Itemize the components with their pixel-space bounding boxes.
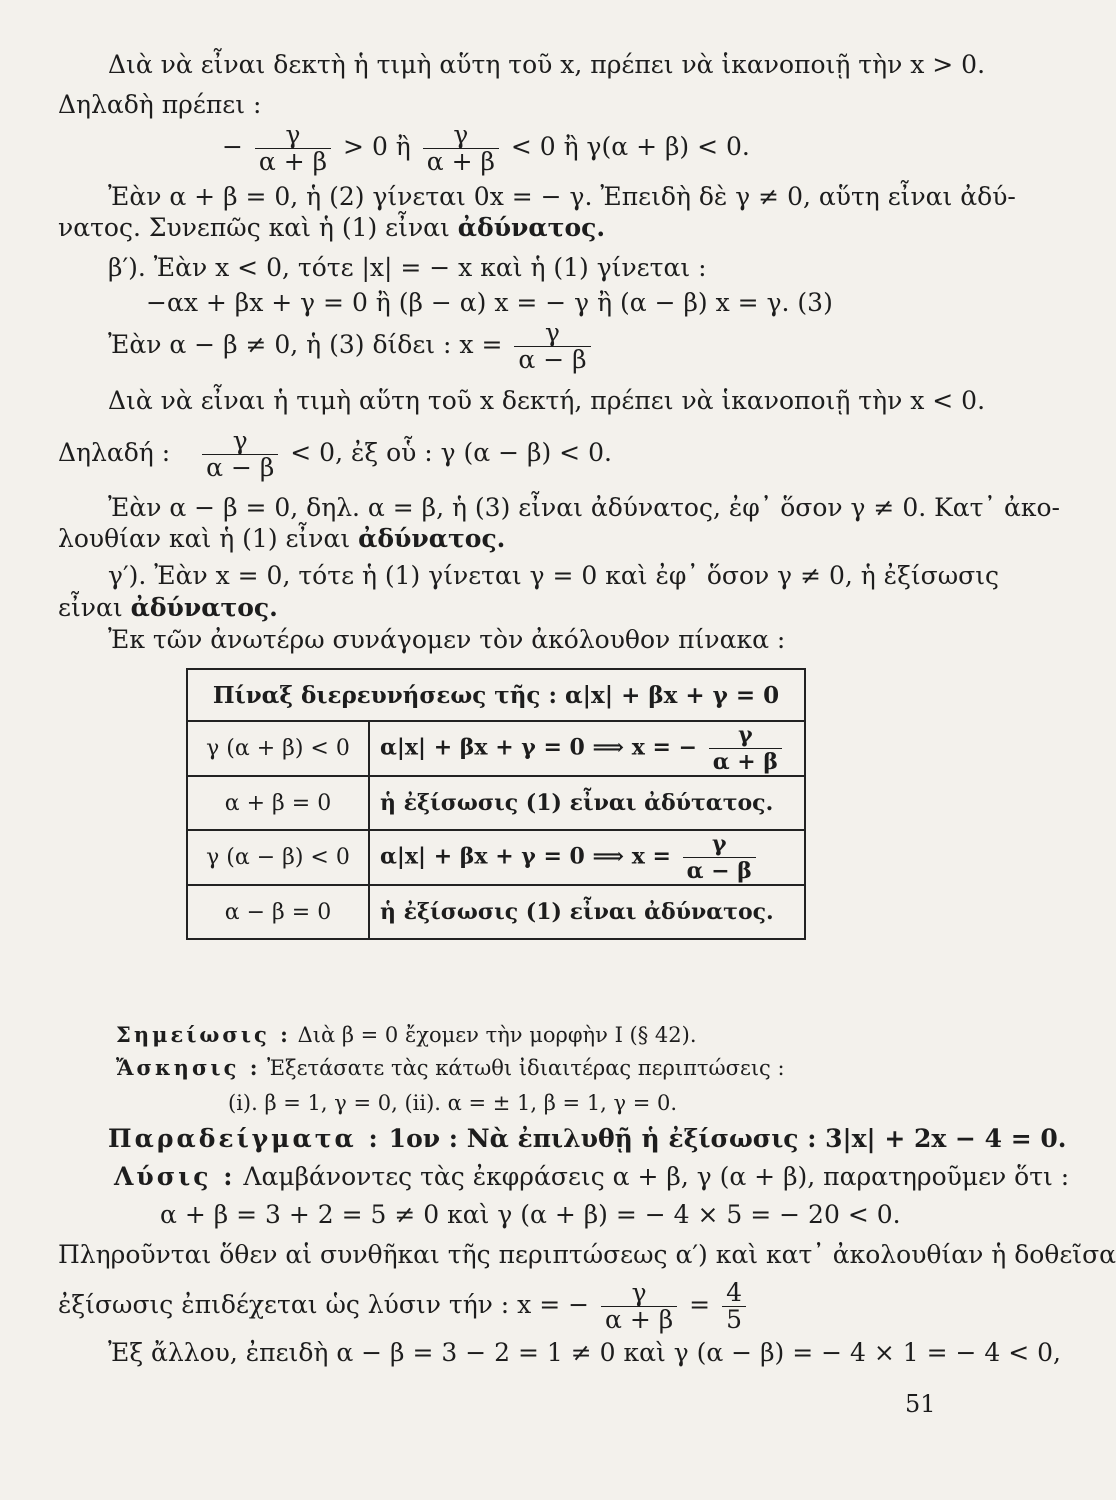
fraction bbox=[722, 1280, 746, 1333]
fraction bbox=[683, 831, 756, 884]
text-line: Ἐξ ἄλλου, ἐπειδὴ α − β = 3 − 2 = 1 ≠ 0 καὶ γ (α − β) = − 4 × 1 = − 4 < 0, bbox=[108, 1338, 1061, 1367]
text-line: γ′). Ἐὰν x = 0, τότε ἡ (1) γίνεται γ = 0 καὶ ἐφ᾽ ὅσον γ ≠ 0, ἡ ἐξίσωσις bbox=[108, 561, 999, 590]
solution-result bbox=[58, 1280, 750, 1333]
text-line: β′). Ἐὰν x < 0, τότε |x| = − x καὶ ἡ (1) γίνεται : bbox=[108, 253, 707, 282]
page-number: 51 bbox=[905, 1390, 936, 1418]
note-label: Σημείωσις : bbox=[116, 1022, 291, 1047]
fraction-denominator: α − β bbox=[518, 345, 587, 374]
table-row bbox=[187, 721, 805, 776]
fraction-numerator: γ bbox=[601, 1280, 677, 1307]
fraction bbox=[601, 1280, 677, 1333]
fraction-denominator: α + β bbox=[605, 1305, 674, 1334]
investigation-table bbox=[186, 668, 806, 940]
text-fragment: = bbox=[689, 1290, 711, 1319]
table-result: ἡ ἐξίσωσις (1) εἶναι ἀδύτατος. bbox=[369, 776, 805, 830]
table-result bbox=[369, 721, 805, 776]
table-row bbox=[187, 776, 805, 830]
text-fragment: Ἐὰν α − β ≠ 0, ἡ (3) δίδει : x = bbox=[108, 330, 503, 359]
text-line bbox=[58, 213, 605, 243]
solution-label: Λύσις : bbox=[114, 1162, 236, 1191]
text-fragment: εἶναι bbox=[58, 593, 123, 622]
table-condition: α + β = 0 bbox=[187, 776, 369, 830]
text-fragment: α|x| + βx + γ = 0 ⟹ x = − bbox=[380, 734, 698, 761]
text-line: Διὰ νὰ εἶναι ἡ τιμὴ αὕτη τοῦ x δεκτή, πρέπει νὰ ἱκανοποιῇ τὴν x < 0. bbox=[108, 386, 986, 415]
solution-text: Λαμβάνοντες τὰς ἐκφράσεις α + β, γ (α + β), παρατηροῦμεν ὅτι : bbox=[243, 1162, 1070, 1191]
table-result: ἡ ἐξίσωσις (1) εἶναι ἀδύνατος. bbox=[369, 885, 805, 939]
example-text: 1ον : Νὰ ἐπιλυθῇ ἡ ἐξίσωσις : 3|x| + 2x − 4 = 0. bbox=[388, 1124, 1067, 1153]
solution-line bbox=[114, 1162, 1069, 1192]
fraction-numerator: γ bbox=[423, 122, 499, 149]
text-fragment: < 0, ἐξ οὗ : γ (α − β) < 0. bbox=[290, 438, 612, 467]
table-header-row bbox=[187, 669, 805, 721]
fraction-numerator: γ bbox=[709, 722, 782, 749]
exercise-text: Ἐξετάσατε τὰς κάτωθι ἰδιαιτέρας περιπτώσεις : bbox=[267, 1056, 785, 1080]
example-label: Παραδείγματα : bbox=[108, 1124, 381, 1153]
fraction bbox=[709, 722, 782, 775]
table-condition: γ (α + β) < 0 bbox=[187, 721, 369, 776]
note-text: Διὰ β = 0 ἔχομεν τὴν μορφὴν I (§ 42). bbox=[297, 1023, 697, 1047]
text-line bbox=[58, 593, 278, 623]
text-line bbox=[108, 320, 595, 373]
table-result bbox=[369, 830, 805, 885]
fraction bbox=[423, 122, 499, 175]
text-fragment: < 0 ἢ γ(α + β) < 0. bbox=[510, 132, 750, 161]
text-fragment: λουθίαν καὶ ἡ (1) εἶναι bbox=[58, 524, 351, 553]
text-line: Ἐὰν α − β = 0, δηλ. α = β, ἡ (3) εἶναι ἀδύνατος, ἐφ᾽ ὅσον γ ≠ 0. Κατ᾽ ἀκο- bbox=[108, 493, 1060, 522]
text-line bbox=[58, 524, 505, 554]
fraction-denominator: α + β bbox=[258, 147, 328, 176]
table-title: Πίναξ διερευνήσεως τῆς : α|x| + βx + γ = 0 bbox=[187, 669, 805, 721]
text-fragment: νατος. Συνεπῶς καὶ ἡ (1) εἶναι bbox=[58, 213, 450, 242]
fraction bbox=[202, 428, 278, 481]
text-fragment: Δηλαδή : bbox=[58, 438, 171, 467]
fraction-denominator: α − β bbox=[686, 858, 752, 884]
fraction-numerator: γ bbox=[514, 320, 590, 347]
fraction-numerator: 4 bbox=[722, 1280, 746, 1307]
text-fragment: − bbox=[222, 132, 243, 161]
table-row bbox=[187, 885, 805, 939]
text-line: Πληροῦνται ὅθεν αἱ συνθῆκαι τῆς περιπτώσεως α′) καὶ κατ᾽ ἀκολουθίαν ἡ δοθεῖσα bbox=[58, 1240, 1116, 1269]
fraction-denominator: α + β bbox=[426, 147, 495, 176]
table-row bbox=[187, 830, 805, 885]
text-fragment: > 0 ἢ bbox=[343, 132, 411, 161]
fraction bbox=[255, 122, 331, 175]
fraction-numerator: γ bbox=[683, 831, 756, 858]
exercise-line bbox=[116, 1053, 785, 1083]
exercise-label: Ἄσκησις : bbox=[116, 1055, 261, 1080]
inequality-line bbox=[222, 122, 750, 175]
text-line: Ἐκ τῶν ἀνωτέρω συνάγομεν τὸν ἀκόλουθον πίνακα : bbox=[108, 625, 786, 654]
fraction-denominator: α − β bbox=[206, 453, 275, 482]
example-heading bbox=[108, 1124, 1067, 1154]
text-fragment: α|x| + βx + γ = 0 ⟹ x = bbox=[380, 843, 671, 870]
fraction-numerator: γ bbox=[202, 428, 278, 455]
exercise-cases: (i). β = 1, γ = 0, (ii). α = ± 1, β = 1, γ = 0. bbox=[228, 1091, 678, 1115]
text-line: Διὰ νὰ εἶναι δεκτὴ ἡ τιμὴ αὕτη τοῦ x, πρέπει νὰ ἱκανοποιῇ τὴν x > 0. bbox=[108, 50, 986, 79]
bold-text: ἀδύνατος. bbox=[358, 524, 506, 553]
fraction-denominator: α + β bbox=[712, 749, 778, 775]
solution-equation: α + β = 3 + 2 = 5 ≠ 0 καὶ γ (α + β) = − 4 × 5 = − 20 < 0. bbox=[160, 1200, 901, 1229]
table-condition: γ (α − β) < 0 bbox=[187, 830, 369, 885]
fraction-denominator: 5 bbox=[726, 1305, 742, 1334]
table-condition: α − β = 0 bbox=[187, 885, 369, 939]
text-line: Δηλαδὴ πρέπει : bbox=[58, 90, 262, 119]
note-line bbox=[116, 1020, 697, 1050]
text-fragment: ἐξίσωσις ἐπιδέχεται ὡς λύσιν τήν : x = − bbox=[58, 1290, 590, 1319]
equation-line: −αx + βx + γ = 0 ἢ (β − α) x = − γ ἢ (α − β) x = γ. (3) bbox=[146, 288, 833, 317]
bold-text: ἀδύνατος. bbox=[457, 213, 606, 242]
text-line: Ἐὰν α + β = 0, ἡ (2) γίνεται 0x = − γ. Ἐπειδὴ δὲ γ ≠ 0, αὕτη εἶναι ἀδύ- bbox=[108, 182, 1016, 211]
fraction bbox=[514, 320, 590, 373]
fraction-numerator: γ bbox=[255, 122, 331, 149]
text-line bbox=[58, 428, 612, 481]
bold-text: ἀδύνατος. bbox=[130, 593, 278, 622]
